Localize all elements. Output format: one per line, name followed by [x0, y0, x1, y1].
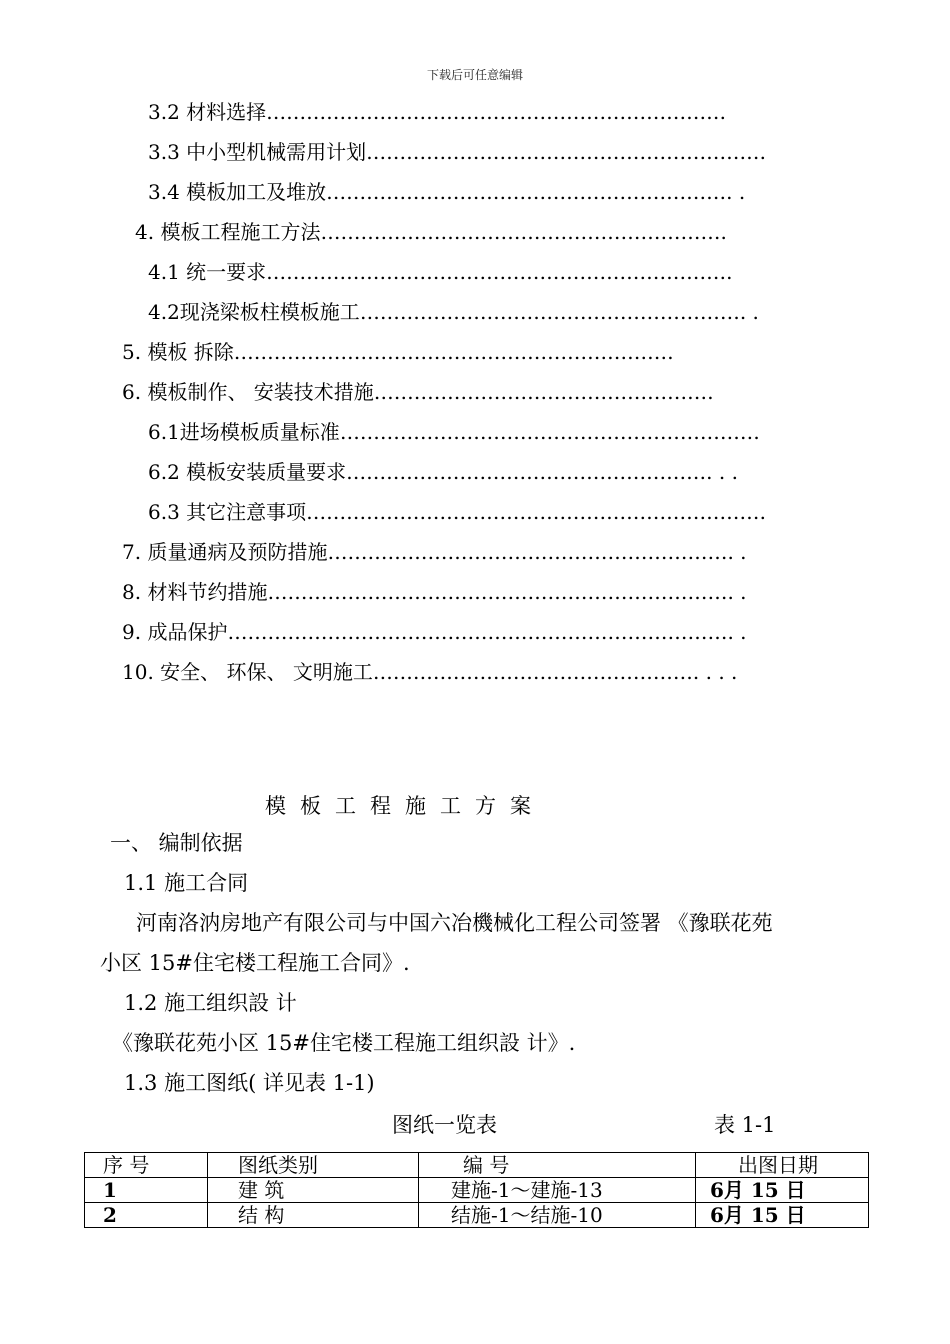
toc-item: 4.1 统一要求……………………………………………………………. — [148, 260, 733, 284]
table-header-cell: 编 号 — [419, 1153, 696, 1178]
toc-item: 3.2 材料选择…………………………………………………………… — [148, 100, 727, 124]
toc-item: 6.1进场模板质量标准……………………………………………………… — [148, 420, 760, 444]
toc-item: 7. 质量通病及预防措施……………………………………………………. . — [122, 540, 747, 564]
table-cell: 6月 15 日 — [696, 1178, 869, 1203]
toc-item: 5. 模板 拆除………………………………………………………… — [122, 340, 674, 364]
toc-item: 10. 安全、 环保、 文明施工…………………………………………. . . . — [122, 660, 738, 684]
table-caption: 图纸一览表 — [392, 1113, 497, 1137]
subsection-heading: 1.2 施工组织設 计 — [124, 991, 297, 1015]
table-cell: 建施-1～建施-13 — [419, 1178, 696, 1203]
table-cell: 结 构 — [208, 1203, 419, 1228]
subsection-heading: 1.3 施工图纸( 详见表 1-1) — [124, 1071, 375, 1095]
drawing-list-table — [84, 1152, 869, 1228]
table-header-cell: 图纸类别 — [208, 1153, 419, 1178]
table-row — [85, 1178, 869, 1203]
toc-item: 3.4 模板加工及堆放……………………………………………………. . — [148, 180, 746, 204]
toc-item: 4.2现浇梁板柱模板施工…………………………………………………. . — [148, 300, 759, 324]
table-cell: 结施-1～结施-10 — [419, 1203, 696, 1228]
table-cell: 1 — [85, 1178, 208, 1203]
toc-item: 9. 成品保护…………………………………………………………………. . — [122, 620, 747, 644]
table-cell: 6月 15 日 — [696, 1203, 869, 1228]
paragraph: 《豫联花苑小区 15#住宅楼工程施工组织設 计》. — [112, 1031, 576, 1055]
toc-item: 6. 模板制作、 安装技术措施…………………………………………… — [122, 380, 714, 404]
section-heading: 一、 编制依据 — [110, 831, 243, 855]
table-header-row — [85, 1153, 869, 1178]
subsection-heading: 1.1 施工合同 — [124, 871, 249, 895]
toc-item: 6.2 模板安装质量要求………………………………………………. . . — [148, 460, 738, 484]
toc-item: 8. 材料节约措施……………………………………………………………. . — [122, 580, 747, 604]
table-number: 表 1-1 — [714, 1113, 776, 1137]
document-title: 模板工程施工方案 — [265, 794, 545, 818]
table-cell: 2 — [85, 1203, 208, 1228]
header-note: 下载后可任意编辑 — [426, 68, 523, 82]
table-header-cell: 序 号 — [85, 1153, 208, 1178]
paragraph: 小区 15#住宅楼工程施工合同》. — [100, 951, 410, 975]
toc-item: 4. 模板工程施工方法……………………………………………………. — [135, 220, 727, 244]
table-cell: 建 筑 — [208, 1178, 419, 1203]
table-row — [85, 1203, 869, 1228]
toc-item: 6.3 其它注意事项…………………………………………………………… — [148, 500, 767, 524]
paragraph: 河南洛汭房地产有限公司与中国六冶機械化工程公司签署 《豫联花苑 — [136, 911, 773, 935]
table-header-cell: 出图日期 — [696, 1153, 869, 1178]
toc-item: 3.3 中小型机械需用计划…………………………………………………… — [148, 140, 767, 164]
